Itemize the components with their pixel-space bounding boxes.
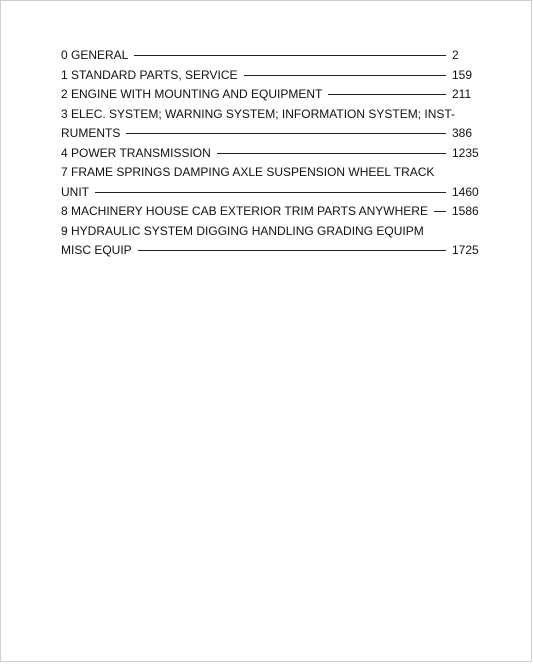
toc-entry-title: UNIT <box>61 184 89 199</box>
toc-page-number: 159 <box>452 67 473 82</box>
toc-entry-general[interactable] <box>61 46 479 66</box>
toc-entry-title: RUMENTS <box>61 126 121 140</box>
toc-page-number: 1586 <box>452 204 479 218</box>
toc-entry-title: 4 POWER TRANSMISSION <box>61 145 211 160</box>
toc-entry-engine[interactable] <box>61 85 479 105</box>
toc-page-number: 1725 <box>452 243 479 257</box>
dot-leader <box>217 153 446 154</box>
dot-leader <box>126 133 446 134</box>
toc-entry-title: MISC EQUIP <box>61 243 132 257</box>
toc-page-number: 386 <box>452 126 473 140</box>
toc-entry-title: 0 GENERAL <box>61 48 129 62</box>
toc-entry-hydraulic-line-1[interactable]: 9 HYDRAULIC SYSTEM DIGGING HANDLING GRADING EQUIPM <box>61 223 424 238</box>
dot-leader <box>95 192 446 193</box>
dot-leader <box>244 75 447 76</box>
dot-leader <box>134 55 446 56</box>
dot-leader <box>328 94 446 95</box>
toc-entry-electrical-line-1[interactable]: 3 ELEC. SYSTEM; WARNING SYSTEM; INFORMATION SYSTEM; INST- <box>61 106 456 121</box>
dot-leader <box>138 250 446 251</box>
toc-entry-title: 2 ENGINE WITH MOUNTING AND EQUIPMENT <box>61 87 323 101</box>
toc-entry-power-transmission[interactable] <box>61 144 479 164</box>
toc-page-number: 2 <box>452 48 459 62</box>
toc-entry-hydraulic[interactable] <box>61 241 479 261</box>
toc-page-number: 211 <box>452 87 472 101</box>
toc-page-number: 1460 <box>452 184 479 199</box>
toc-entry-standard-parts[interactable] <box>61 66 479 86</box>
toc-page-number: 1235 <box>452 145 479 160</box>
toc-entry-electrical[interactable] <box>61 124 479 144</box>
toc-entry-machinery-house[interactable] <box>61 202 479 222</box>
toc-entry-title: 1 STANDARD PARTS, SERVICE <box>61 67 238 82</box>
table-of-contents <box>61 46 479 261</box>
toc-entry-frame-line-1[interactable]: 7 FRAME SPRINGS DAMPING AXLE SUSPENSION WHEEL TRACK <box>61 165 435 179</box>
toc-entry-frame[interactable] <box>61 183 479 203</box>
toc-entry-title: 8 MACHINERY HOUSE CAB EXTERIOR TRIM PARTS ANYWHERE <box>61 204 428 218</box>
dot-leader <box>434 211 446 212</box>
